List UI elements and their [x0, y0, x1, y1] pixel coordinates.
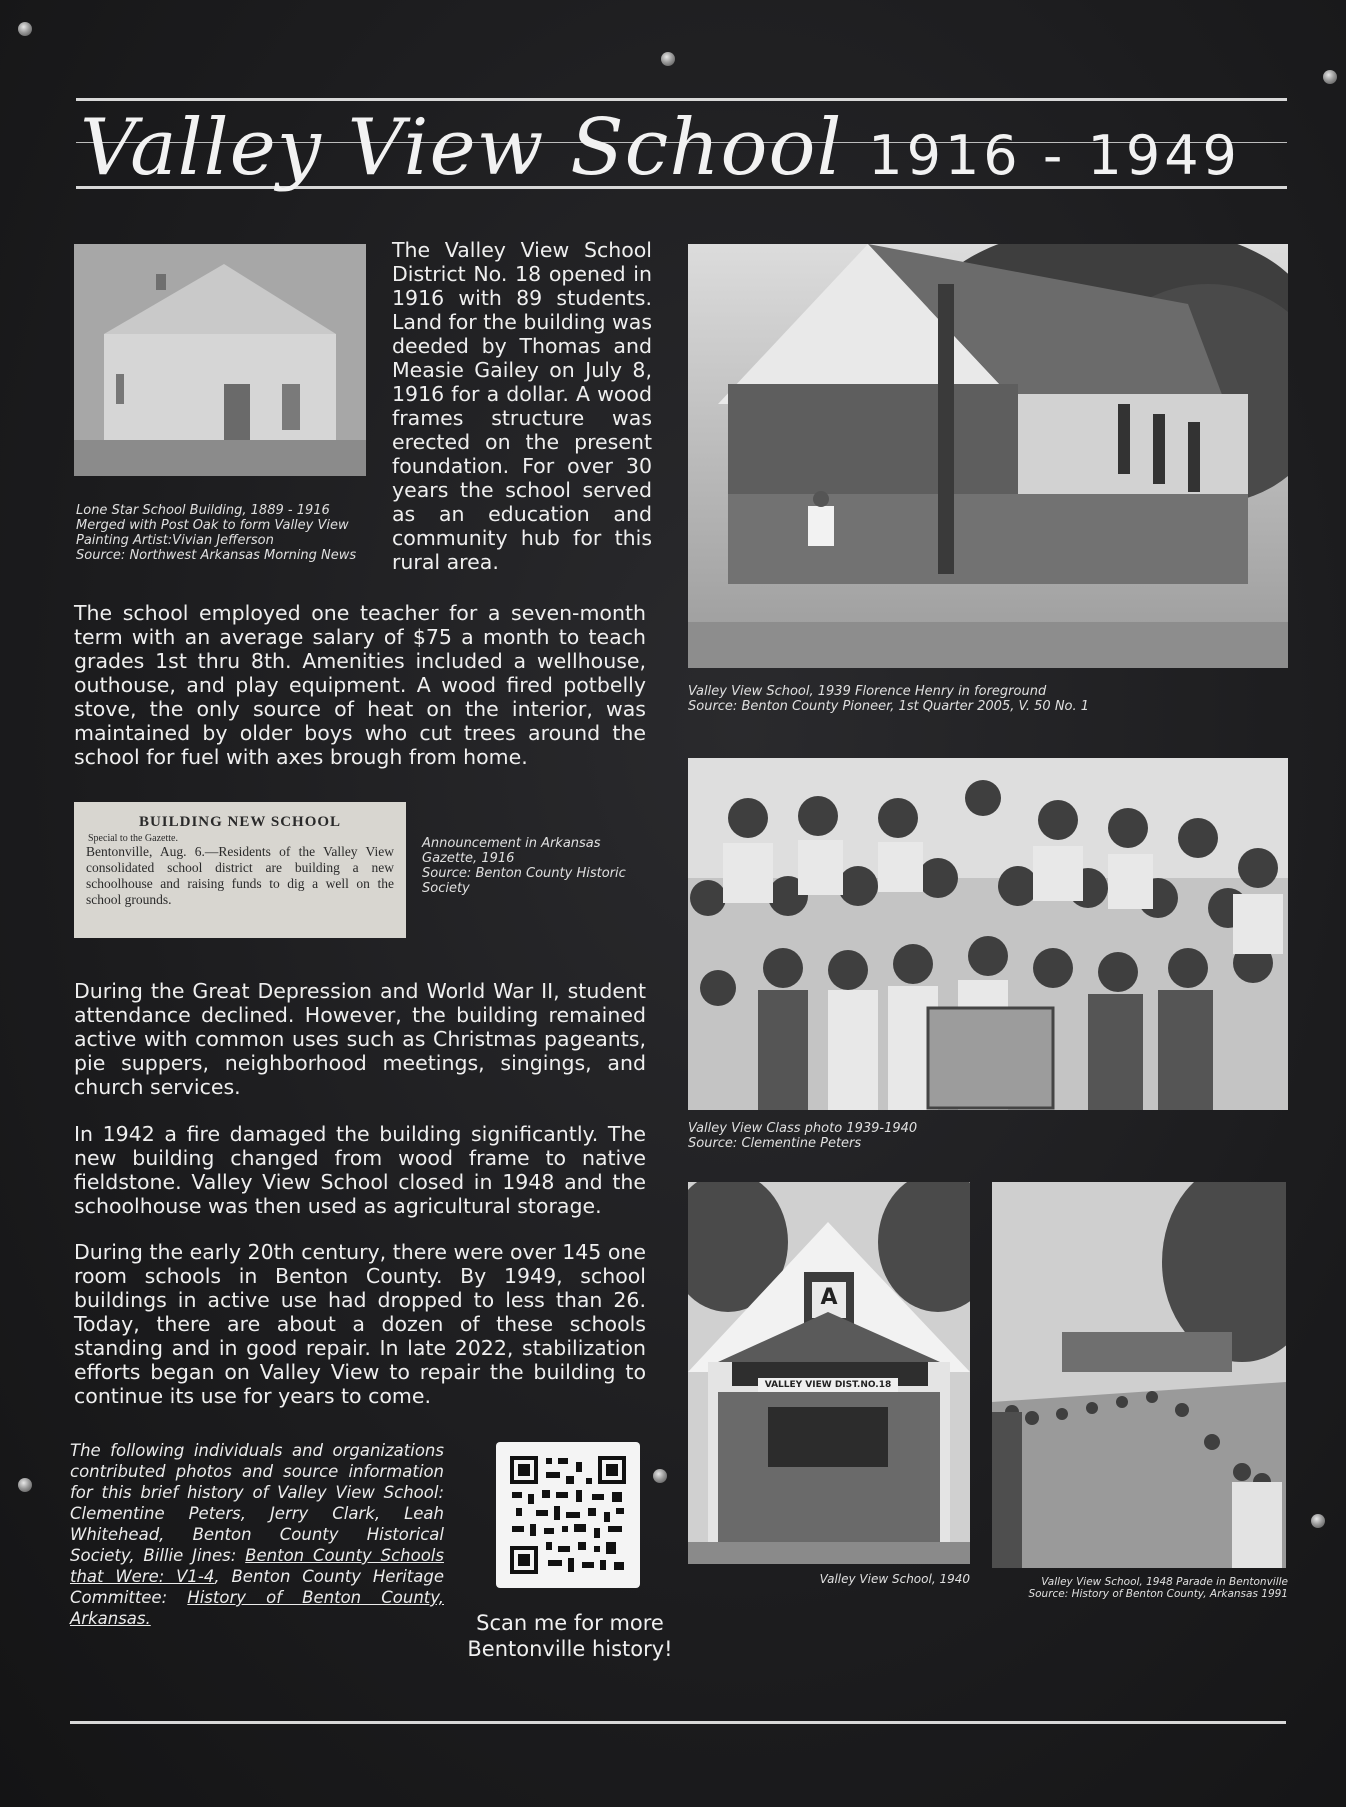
- school-1940-photo: [688, 1182, 970, 1564]
- credits-link-schools: Benton County Schools that Were: V1-4: [70, 1546, 444, 1586]
- credits-text: [70, 1440, 444, 1629]
- caption-line: Source: Northwest Arkansas Morning News: [76, 548, 357, 563]
- caption-line: Source: Benton County Pioneer, 1st Quarter 2005, V. 50 No. 1: [688, 699, 1090, 714]
- caption-line: Valley View School, 1948 Parade in Bentonville: [1041, 1576, 1288, 1588]
- school-1939-photo: [688, 244, 1288, 668]
- lone-star-caption: [76, 503, 376, 563]
- caption-line: Valley View School, 1939 Florence Henry in foreground: [688, 684, 1047, 699]
- newspaper-caption: [422, 836, 652, 896]
- caption-line: Painting Artist:Vivian Jefferson: [76, 533, 274, 548]
- teacher-paragraph: The school employed one teacher for a seven-month term with an average salary of $75 a month to teach grades 1st thru 8th. Amenities included a wellhouse, outhouse, and play equipment. A wood fired potbelly stove, the only source of heat on the interior, was maintained by older boys who cut trees around the school for fuel with axes brough from home.: [74, 601, 646, 769]
- screw: [653, 1469, 667, 1483]
- newspaper-body: Bentonville, Aug. 6.—Residents of the Valley View consolidated school district are building a new schoolhouse and raising funds to dig a well on the school grounds.: [86, 844, 394, 907]
- photo1-caption: [688, 684, 1288, 714]
- credits-middle: , Benton County Heritage Committee:: [70, 1567, 444, 1607]
- screw: [18, 1478, 32, 1492]
- newspaper-headline: BUILDING NEW SCHOOL: [138, 814, 342, 830]
- newspaper-special: Special to the Gazette.: [88, 833, 178, 844]
- fire-paragraph: In 1942 a fire damaged the building significantly. The new building changed from wood frame to native fieldstone. Valley View School closed in 1948 and the schoolhouse was then used as agricultural storage.: [74, 1122, 646, 1218]
- page-title: [80, 98, 1290, 198]
- caption-line: Source: Benton County Historic: [422, 866, 626, 881]
- screw: [1323, 70, 1337, 84]
- qr-label: Scan me for more Bentonville history!: [467, 1611, 673, 1661]
- screw: [661, 52, 675, 66]
- credits-link-history: History of Benton County, Arkansas.: [70, 1588, 444, 1628]
- century-paragraph: During the early 20th century, there were over 145 one room schools in Benton County. By 1949, school buildings in active use had dropped to less than 26. Today, there are about a dozen of these schools standing and in good repair. In late 2022, stabilization efforts began on Valley View to repair the building to continue its use for years to come.: [74, 1240, 646, 1408]
- parade-1948-photo: [992, 1182, 1286, 1568]
- qr-code[interactable]: [496, 1442, 640, 1588]
- depression-paragraph: During the Great Depression and World War II, student attendance declined. However, the building remained active with common uses such as Christmas pageants, pie suppers, neighborhood meetings, singings, and church services.: [74, 979, 646, 1099]
- caption-line: Source: History of Benton County, Arkansas 1991: [1028, 1588, 1288, 1600]
- caption-line: Valley View Class photo 1939-1940: [688, 1121, 918, 1136]
- caption-line: Society: [422, 881, 470, 896]
- intro-paragraph: The Valley View School District No. 18 opened in 1916 with 89 students. Land for the building was deeded by Thomas and Measie Gailey on July 8, 1916 for a dollar. A wood frames structure was erected on the present foundation. For over 30 years the school served as an education and community hub for this rural area.: [392, 238, 653, 574]
- lone-star-school-image: [74, 244, 366, 476]
- screw: [18, 22, 32, 36]
- title-main: Valley View School: [80, 103, 843, 193]
- caption-line: Announcement in Arkansas: [422, 836, 601, 851]
- caption-line: Gazette, 1916: [422, 851, 515, 866]
- caption-line: Lone Star School Building, 1889 - 1916: [76, 503, 330, 518]
- photo4-caption: [992, 1576, 1288, 1600]
- caption-line: Merged with Post Oak to form Valley View: [76, 518, 349, 533]
- photo2-caption: [688, 1121, 1288, 1151]
- school-name-sign: VALLEY VIEW DIST.NO.18: [764, 1380, 892, 1390]
- bottom-rule: [70, 1721, 1286, 1724]
- caption-line: Source: Clementine Peters: [688, 1136, 862, 1151]
- photo3-caption: Valley View School, 1940: [819, 1572, 970, 1586]
- school-letter-sign: A: [820, 1285, 838, 1310]
- screw: [1311, 1514, 1325, 1528]
- title-years: 1916 - 1949: [868, 124, 1241, 187]
- newspaper-clipping: [74, 802, 406, 938]
- credits-intro: The following individuals and organizations contributed photos and source information for this brief history of Valley View School: Clementine Peters, Jerry Clark, Leah Whitehead, Benton County Historical Society, Billie Jines:: [70, 1441, 444, 1565]
- class-photo-1939: [688, 758, 1288, 1110]
